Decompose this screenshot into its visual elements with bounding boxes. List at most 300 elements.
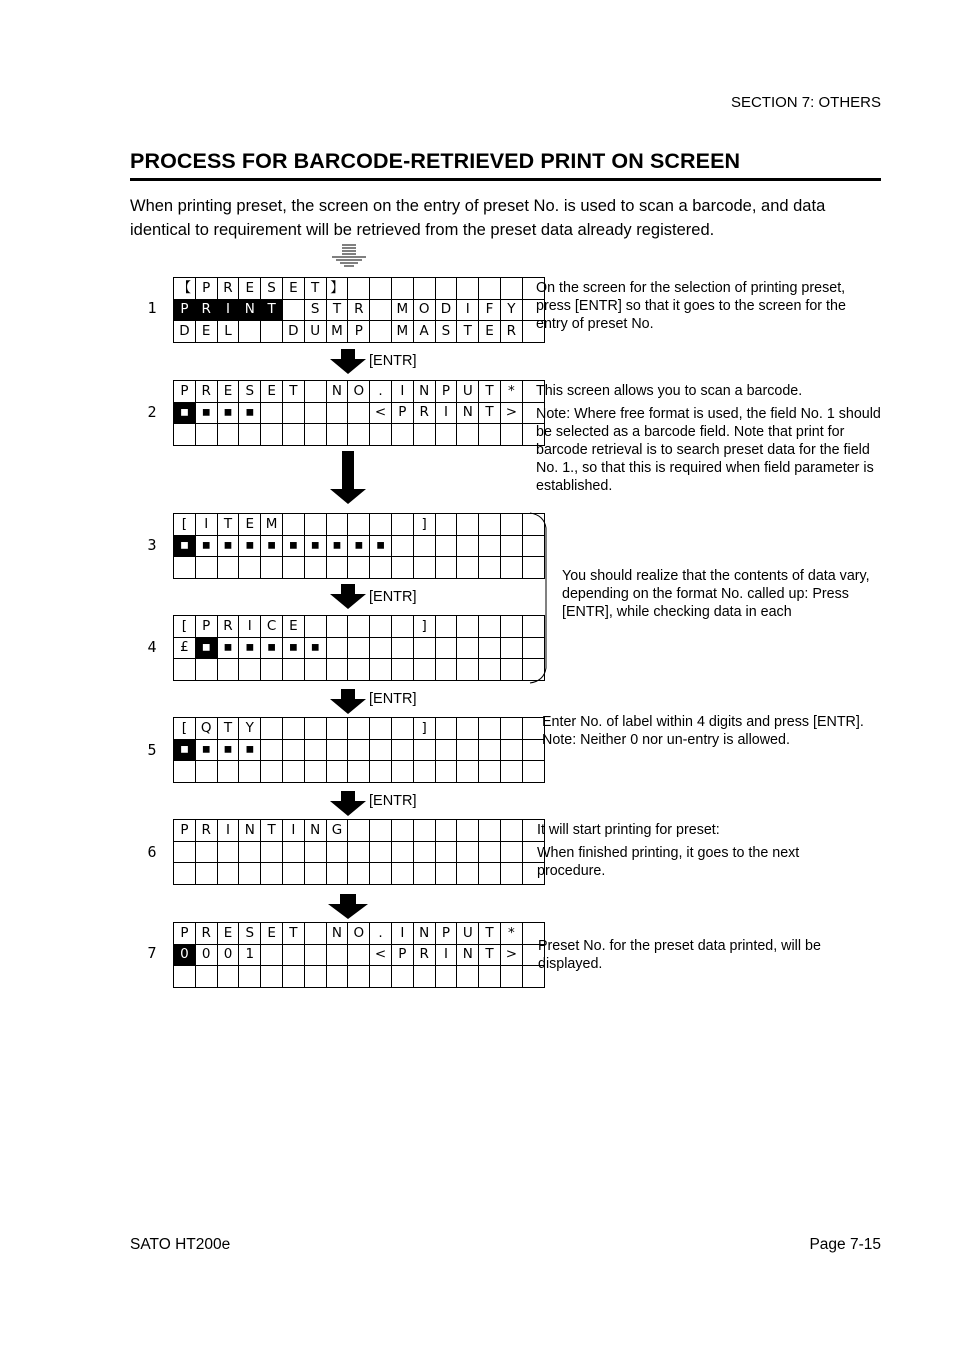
step-number: 3 (147, 536, 157, 554)
lcd-cell (239, 557, 261, 579)
footer-product: SATO HT200e (130, 1236, 231, 1253)
lcd-screen-3 (173, 513, 545, 579)
lcd-cell: O (348, 923, 370, 945)
lcd-cell (282, 761, 304, 783)
lcd-cell (435, 278, 457, 300)
lcd-cell: N (326, 923, 348, 945)
lcd-cell: E (217, 923, 239, 945)
intro-paragraph: When printing preset, the screen on the entry of preset No. is used to scan a barcode, and data identical to requirement will be retrieved from the preset data already registered. (130, 197, 826, 239)
lcd-cell (391, 424, 413, 446)
lcd-cell (348, 557, 370, 579)
lcd-cell: P (174, 820, 196, 842)
lcd-cell: ] (413, 718, 435, 740)
lcd-cell: F (479, 299, 501, 321)
lcd-cell: £ (174, 637, 196, 659)
lcd-cell: E (217, 381, 239, 403)
scan-start-arrow-icon (329, 243, 369, 271)
lcd-cell (413, 966, 435, 988)
lcd-cell (282, 944, 304, 966)
lcd-cell (370, 557, 392, 579)
lcd-cell (304, 761, 326, 783)
lcd-cell: R (413, 944, 435, 966)
lcd-cell (326, 966, 348, 988)
lcd-row (174, 616, 545, 638)
lcd-cell (370, 321, 392, 343)
lcd-cell: P (435, 923, 457, 945)
lcd-cell (348, 820, 370, 842)
lcd-cell: 【 (174, 278, 196, 300)
lcd-cell (282, 514, 304, 536)
lcd-cell (195, 966, 217, 988)
lcd-cell (479, 739, 501, 761)
lcd-cell (282, 863, 304, 885)
lcd-cell: N (457, 944, 479, 966)
lcd-cell: > (500, 944, 522, 966)
lcd-cell: R (500, 321, 522, 343)
entr-key-label: [ENTR] (369, 793, 417, 809)
lcd-row (174, 863, 545, 885)
lcd-cell: I (391, 923, 413, 945)
lcd-cell: P (391, 944, 413, 966)
lcd-cell (413, 535, 435, 557)
lcd-cell (457, 739, 479, 761)
lcd-cell: M (391, 299, 413, 321)
lcd-cell: R (348, 299, 370, 321)
lcd-cell (195, 557, 217, 579)
lcd-cell (500, 637, 522, 659)
lcd-cell (413, 820, 435, 842)
lcd-cell (348, 863, 370, 885)
lcd-cell: R (195, 820, 217, 842)
lcd-cell: 0 (217, 944, 239, 966)
lcd-cell: S (239, 923, 261, 945)
lcd-cell (195, 841, 217, 863)
lcd-cell (174, 841, 196, 863)
lcd-cell: . (370, 923, 392, 945)
lcd-cell: ▪ (217, 739, 239, 761)
lcd-cell (391, 557, 413, 579)
lcd-cell (457, 278, 479, 300)
lcd-cell (479, 514, 501, 536)
lcd-cell (500, 616, 522, 638)
lcd-cell (500, 841, 522, 863)
lcd-cell (391, 659, 413, 681)
lcd-cell: T (261, 820, 283, 842)
lcd-cell (326, 424, 348, 446)
lcd-cell: U (457, 381, 479, 403)
lcd-cell: R (413, 402, 435, 424)
lcd-row (174, 659, 545, 681)
lcd-cell (370, 616, 392, 638)
lcd-cell: ▪ (304, 535, 326, 557)
lcd-cell (413, 278, 435, 300)
lcd-cell (348, 718, 370, 740)
lcd-cell: 】 (326, 278, 348, 300)
lcd-cell: E (239, 514, 261, 536)
lcd-cell (435, 659, 457, 681)
lcd-cell (370, 966, 392, 988)
lcd-cell (435, 514, 457, 536)
lcd-cell: R (217, 616, 239, 638)
lcd-cell (261, 402, 283, 424)
lcd-cell (239, 659, 261, 681)
lcd-cell: M (326, 321, 348, 343)
lcd-cell: M (391, 321, 413, 343)
description-step-6: It will start printing for preset: When finished printing, it goes to the next procedure. (537, 822, 800, 879)
down-arrow-icon (328, 451, 368, 505)
lcd-row (174, 535, 545, 557)
lcd-cell (326, 659, 348, 681)
lcd-cell (500, 535, 522, 557)
lcd-cell (261, 718, 283, 740)
lcd-cell (413, 841, 435, 863)
lcd-cell: < (370, 402, 392, 424)
lcd-cell: T (457, 321, 479, 343)
lcd-cell (261, 659, 283, 681)
lcd-cell (479, 424, 501, 446)
lcd-cell (391, 535, 413, 557)
lcd-cell (217, 761, 239, 783)
lcd-cell: D (282, 321, 304, 343)
lcd-cell (370, 739, 392, 761)
lcd-cell (174, 557, 196, 579)
lcd-screen-2 (173, 380, 545, 446)
lcd-cell (174, 761, 196, 783)
lcd-cell (304, 923, 326, 945)
lcd-cell (479, 557, 501, 579)
lcd-cell (391, 278, 413, 300)
lcd-cell (500, 820, 522, 842)
step-number: 7 (147, 944, 157, 962)
lcd-cell (348, 402, 370, 424)
lcd-cell (500, 659, 522, 681)
lcd-cell (370, 514, 392, 536)
lcd-cell (500, 966, 522, 988)
lcd-row (174, 381, 545, 403)
description-step-2: This screen allows you to scan a barcode. Note: Where free format is used, the field No. 1 should be selected as a barcode field. Note that print for barcode retrieval is to search preset data for the field No. 1., so that this is required when field parameter is established. (536, 383, 881, 494)
lcd-cell (217, 659, 239, 681)
lcd-screen-4 (173, 615, 545, 681)
lcd-cell (457, 557, 479, 579)
lcd-cell (282, 557, 304, 579)
lcd-cell: T (304, 278, 326, 300)
lcd-cell: ▪ (195, 402, 217, 424)
lcd-screen-5 (173, 717, 545, 783)
lcd-cell (261, 557, 283, 579)
lcd-cell (435, 739, 457, 761)
lcd-cell (391, 863, 413, 885)
lcd-cell: I (195, 514, 217, 536)
lcd-cell (500, 424, 522, 446)
lcd-row (174, 718, 545, 740)
lcd-cell: * (500, 923, 522, 945)
lcd-cell (326, 402, 348, 424)
lcd-cell (500, 718, 522, 740)
lcd-cell (348, 278, 370, 300)
lcd-cell (435, 966, 457, 988)
lcd-cell (282, 718, 304, 740)
lcd-cell (413, 424, 435, 446)
lcd-cell (239, 761, 261, 783)
lcd-cell: ▪ (195, 739, 217, 761)
lcd-row (174, 761, 545, 783)
lcd-cell (479, 841, 501, 863)
lcd-cell: ▪ (370, 535, 392, 557)
lcd-cell: Y (239, 718, 261, 740)
lcd-cell (261, 321, 283, 343)
lcd-cell (413, 863, 435, 885)
lcd-cell (239, 863, 261, 885)
lcd-cell (195, 659, 217, 681)
lcd-cell (370, 718, 392, 740)
lcd-cell: T (217, 514, 239, 536)
lcd-cell (479, 863, 501, 885)
lcd-cell (391, 761, 413, 783)
lcd-cell: ▪ (174, 535, 196, 557)
lcd-cell: ▪ (348, 535, 370, 557)
description-steps-3-4: You should realize that the contents of data vary, depending on the format No. called up: Press [ENTR], while checking data in each (562, 568, 870, 620)
lcd-row (174, 841, 545, 863)
down-arrow-icon (326, 894, 370, 920)
lcd-cell (174, 424, 196, 446)
lcd-cell: ▪ (217, 402, 239, 424)
lcd-cell: I (239, 616, 261, 638)
lcd-cell: T (282, 381, 304, 403)
lcd-cell: E (261, 381, 283, 403)
lcd-cell (479, 278, 501, 300)
lcd-cell (413, 637, 435, 659)
lcd-cell: N (304, 820, 326, 842)
lcd-cell (479, 718, 501, 740)
lcd-cell: I (391, 381, 413, 403)
lcd-cell (413, 659, 435, 681)
step-number: 5 (147, 741, 157, 759)
lcd-cell (326, 739, 348, 761)
lcd-cell (479, 616, 501, 638)
lcd-cell (435, 535, 457, 557)
title-underline (130, 178, 881, 181)
lcd-cell (522, 739, 544, 761)
lcd-cell: I (217, 299, 239, 321)
lcd-cell (348, 616, 370, 638)
lcd-cell: ▪ (174, 739, 196, 761)
lcd-cell: ▪ (217, 535, 239, 557)
lcd-cell: T (217, 718, 239, 740)
lcd-cell (435, 761, 457, 783)
lcd-cell (217, 557, 239, 579)
lcd-cell: I (217, 820, 239, 842)
lcd-cell: T (479, 402, 501, 424)
lcd-cell (326, 841, 348, 863)
lcd-cell: P (174, 381, 196, 403)
lcd-cell (370, 841, 392, 863)
lcd-cell: O (413, 299, 435, 321)
lcd-cell: R (195, 923, 217, 945)
bracket-brace (528, 512, 552, 684)
lcd-cell (479, 659, 501, 681)
lcd-cell: ▪ (195, 637, 217, 659)
lcd-cell: I (435, 402, 457, 424)
lcd-cell: < (370, 944, 392, 966)
description-step-1: On the screen for the selection of printing preset, press [ENTR] so that it goes to the screen for the entry of preset No. (536, 280, 846, 332)
lcd-cell (522, 761, 544, 783)
lcd-cell (217, 863, 239, 885)
down-arrow-icon (328, 584, 368, 610)
page-title: PROCESS FOR BARCODE-RETRIEVED PRINT ON SCREEN (130, 149, 741, 173)
lcd-screen-6 (173, 819, 545, 885)
lcd-cell: R (217, 278, 239, 300)
lcd-cell: E (282, 616, 304, 638)
lcd-cell (326, 944, 348, 966)
lcd-cell: N (239, 820, 261, 842)
lcd-cell: ▪ (326, 535, 348, 557)
lcd-cell (282, 966, 304, 988)
lcd-row (174, 321, 545, 343)
lcd-cell: T (326, 299, 348, 321)
entr-key-label: [ENTR] (369, 691, 417, 707)
lcd-cell (391, 637, 413, 659)
lcd-cell (304, 841, 326, 863)
lcd-cell: T (479, 944, 501, 966)
lcd-cell: S (239, 381, 261, 403)
lcd-cell (435, 863, 457, 885)
lcd-cell: [ (174, 718, 196, 740)
lcd-cell (217, 841, 239, 863)
lcd-cell: Q (195, 718, 217, 740)
lcd-cell: A (413, 321, 435, 343)
lcd-row (174, 424, 545, 446)
lcd-cell (457, 966, 479, 988)
lcd-cell (326, 514, 348, 536)
lcd-cell (304, 557, 326, 579)
lcd-cell (282, 424, 304, 446)
lcd-cell (479, 761, 501, 783)
lcd-cell: ▪ (217, 637, 239, 659)
lcd-cell (413, 557, 435, 579)
lcd-cell (326, 863, 348, 885)
lcd-cell (391, 718, 413, 740)
lcd-cell (457, 863, 479, 885)
lcd-screen-1 (173, 277, 545, 343)
lcd-cell (457, 659, 479, 681)
lcd-cell (348, 761, 370, 783)
lcd-cell (348, 739, 370, 761)
lcd-cell: N (239, 299, 261, 321)
lcd-cell (304, 381, 326, 403)
lcd-cell (391, 739, 413, 761)
lcd-cell: R (195, 299, 217, 321)
lcd-cell: I (457, 299, 479, 321)
lcd-cell: ] (413, 616, 435, 638)
lcd-cell (500, 761, 522, 783)
lcd-cell (326, 637, 348, 659)
lcd-cell (435, 637, 457, 659)
lcd-cell (348, 841, 370, 863)
lcd-cell (457, 637, 479, 659)
lcd-cell (174, 863, 196, 885)
lcd-cell (391, 966, 413, 988)
lcd-cell (522, 718, 544, 740)
lcd-cell (370, 299, 392, 321)
lcd-row (174, 514, 545, 536)
lcd-cell (435, 718, 457, 740)
lcd-cell: P (435, 381, 457, 403)
down-arrow-icon (328, 689, 368, 715)
lcd-cell: ] (413, 514, 435, 536)
lcd-cell (479, 535, 501, 557)
lcd-cell: ▪ (195, 535, 217, 557)
lcd-cell (174, 659, 196, 681)
lcd-row (174, 739, 545, 761)
lcd-cell (261, 424, 283, 446)
lcd-cell (348, 424, 370, 446)
lcd-row (174, 557, 545, 579)
lcd-cell: I (282, 820, 304, 842)
lcd-cell (370, 659, 392, 681)
lcd-cell: 1 (239, 944, 261, 966)
lcd-row (174, 944, 545, 966)
lcd-cell: ▪ (261, 637, 283, 659)
lcd-cell: ▪ (239, 402, 261, 424)
lcd-cell: ▪ (239, 739, 261, 761)
lcd-cell: S (435, 321, 457, 343)
lcd-cell (304, 659, 326, 681)
lcd-row (174, 966, 545, 988)
lcd-cell (391, 616, 413, 638)
description-step-5: Enter No. of label within 4 digits and press [ENTR]. Note: Neither 0 nor un-entry is allowed. (542, 714, 864, 748)
lcd-cell: N (413, 381, 435, 403)
lcd-cell (239, 966, 261, 988)
lcd-cell: E (282, 278, 304, 300)
lcd-cell (500, 514, 522, 536)
lcd-row (174, 923, 545, 945)
lcd-cell: E (479, 321, 501, 343)
lcd-cell: C (261, 616, 283, 638)
lcd-cell: P (391, 402, 413, 424)
lcd-cell (261, 944, 283, 966)
lcd-cell: T (261, 299, 283, 321)
lcd-cell (391, 841, 413, 863)
lcd-cell (304, 424, 326, 446)
lcd-cell: ▪ (239, 535, 261, 557)
down-arrow-icon (328, 349, 368, 375)
lcd-cell (457, 514, 479, 536)
entr-key-label: [ENTR] (369, 589, 417, 605)
lcd-cell: E (239, 278, 261, 300)
lcd-cell (435, 616, 457, 638)
lcd-cell (326, 616, 348, 638)
lcd-cell (217, 966, 239, 988)
lcd-cell: * (500, 381, 522, 403)
lcd-cell (304, 863, 326, 885)
lcd-cell (435, 820, 457, 842)
footer-page-number: Page 7-15 (809, 1236, 881, 1253)
lcd-cell: N (413, 923, 435, 945)
step-number: 4 (147, 638, 157, 656)
lcd-cell (370, 637, 392, 659)
lcd-cell (457, 424, 479, 446)
lcd-cell: D (174, 321, 196, 343)
lcd-cell: U (304, 321, 326, 343)
lcd-cell: R (195, 381, 217, 403)
lcd-cell (195, 424, 217, 446)
lcd-cell: L (217, 321, 239, 343)
lcd-cell (282, 402, 304, 424)
lcd-cell: D (435, 299, 457, 321)
lcd-cell: [ (174, 514, 196, 536)
lcd-cell: > (500, 402, 522, 424)
lcd-cell: . (370, 381, 392, 403)
